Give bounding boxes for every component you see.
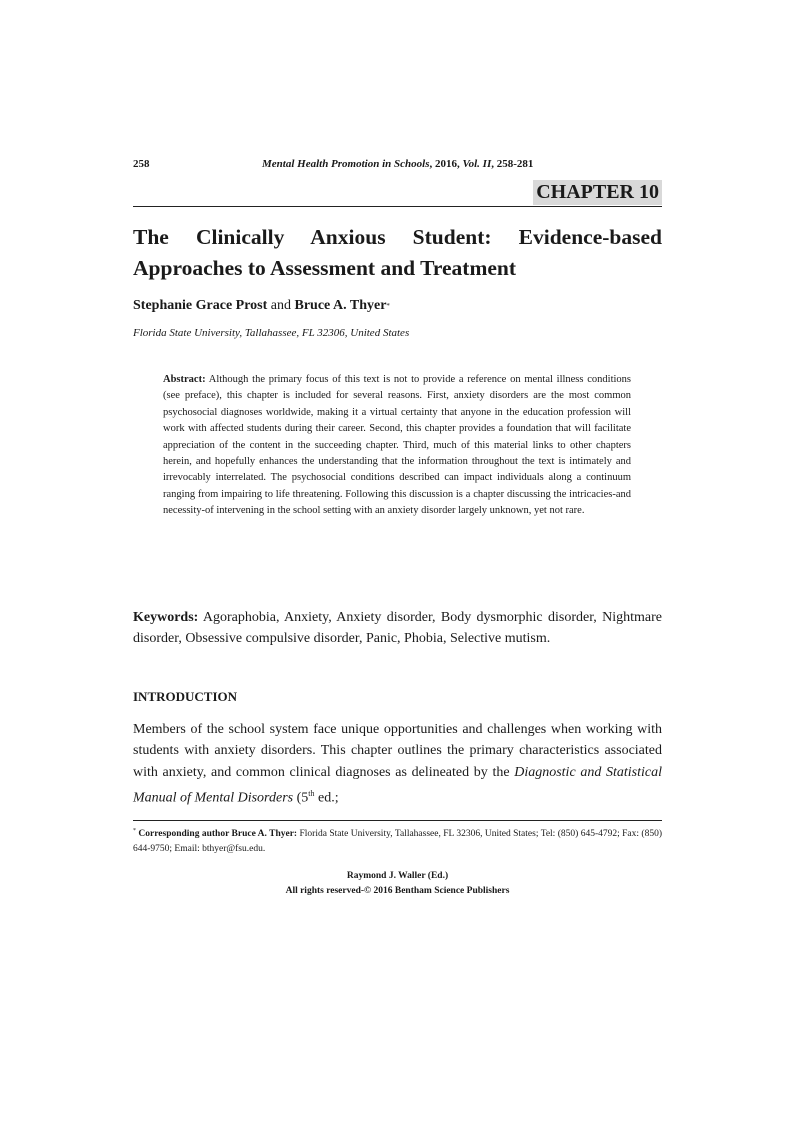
edition-superscript: th — [308, 789, 315, 799]
corresponding-author-mark: * — [386, 302, 390, 310]
footnote-rule — [133, 820, 662, 821]
publisher-block — [133, 869, 662, 899]
intro-text-after: (5 — [293, 790, 309, 806]
editor-line: Raymond J. Waller (Ed.) — [346, 871, 449, 881]
journal-volume: Vol. II — [462, 158, 492, 170]
footnote-mark: * — [133, 828, 136, 834]
keywords-label: Keywords: — [133, 610, 199, 625]
journal-name: Mental Health Promotion in Schools — [262, 158, 430, 170]
running-head — [133, 156, 662, 172]
keywords — [133, 607, 662, 649]
footnote-text: Florida State University, Tallahassee, FL 32306, United States; Tel: (850) 645-4792; Fax: (850) 644-9750; Email: bthyer@fsu.edu. — [133, 829, 663, 855]
abstract — [163, 372, 631, 520]
section-heading: INTRODUCTION — [133, 689, 238, 704]
footnote — [133, 824, 662, 857]
affiliation: Florida State University, Tallahassee, FL 32306, United States — [133, 327, 410, 339]
author-name: Stephanie Grace Prost — [133, 298, 268, 313]
abstract-text: Although the primary focus of this text is not to provide a reference on mental illness conditions (see preface), this chapter is included for several reasons. First, anxiety disorders are the most common psychosocial diagnoses worldwide, making it a virtual certainty that anyone in the education profession will work with affected students during their career. Second, this chapter provides a foundation that will facilitate appreciation of the content in the succeeding chapter. Third, much of this material links to other chapters herein, and hopefully enhances the understanding that the information throughout the text is intimately and irrevocably interrelated. The psychosocial conditions described can impact individuals along a continuum ranging from impairing to life threatening. Following this discussion is a chapter discussing the intricacies-and necessity-of intervening in the school setting with an anxiety disorder largely unknown, yet not rare. — [163, 374, 631, 517]
keywords-text: Agoraphobia, Anxiety, Anxiety disorder, Body dysmorphic disorder, Nightmare disorder, Obsessive compulsive disorder, Panic, Phobia, Selective mutism. — [133, 610, 662, 646]
author-line — [133, 297, 390, 315]
journal-year: , 2016, — [429, 158, 463, 170]
introduction-paragraph — [133, 719, 662, 809]
journal-pages: , 258-281 — [491, 158, 534, 170]
header-rule — [133, 206, 662, 207]
intro-text-end: ed.; — [314, 790, 339, 806]
page-number: 258 — [133, 158, 150, 170]
footnote-label: Corresponding author Bruce A. Thyer: — [138, 829, 298, 840]
intro-text: Members of the school system face unique opportunities and challenges when working with students with anxiety disorders. This chapter outlines the primary characteristics associated with anxiety, and common clinical diagnoses as delineated by the — [133, 722, 662, 780]
manual-title: Diagnostic and Statistical Manual of Mental Disorders — [133, 764, 662, 806]
author-name: Bruce A. Thyer — [294, 298, 387, 313]
chapter-title: The Clinically Anxious Student: Evidence-based Approaches to Assessment and Treatment — [133, 225, 662, 280]
chapter-label: CHAPTER 10 — [533, 180, 662, 205]
rights-line: All rights reserved-© 2016 Bentham Science Publishers — [285, 886, 510, 896]
journal-citation — [262, 156, 533, 172]
abstract-label: Abstract: — [163, 374, 206, 385]
author-conjunction: and — [267, 298, 295, 313]
